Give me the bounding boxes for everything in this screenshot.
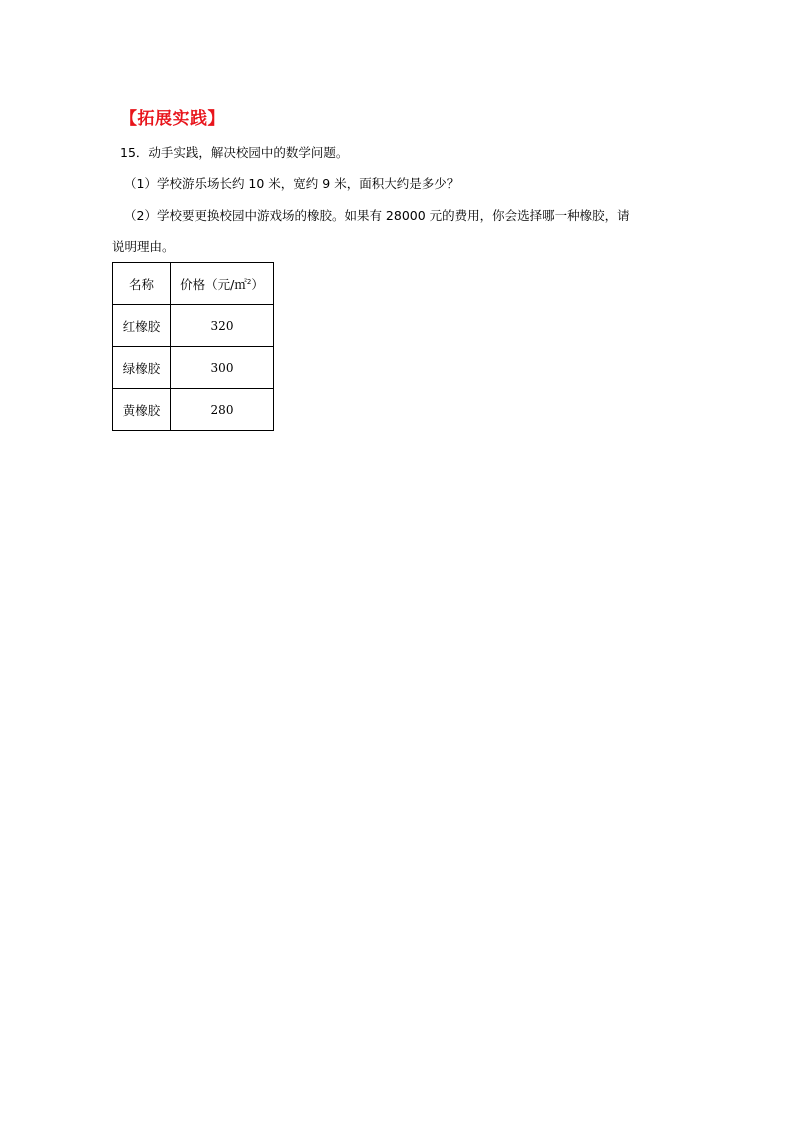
table-header-row bbox=[113, 263, 274, 305]
squared-mark: 2 bbox=[246, 277, 252, 286]
table-row bbox=[113, 347, 274, 389]
row-name-cell: 黄橡胶 bbox=[113, 389, 171, 431]
header-price-cell bbox=[171, 263, 274, 305]
sub-question-2-continued: 说明理由。 bbox=[112, 239, 175, 254]
header-name-label: 名称 bbox=[128, 276, 154, 292]
header-price-close: ） bbox=[251, 276, 264, 292]
row-name-cell: 红橡胶 bbox=[113, 305, 171, 347]
row-price-cell: 280 bbox=[171, 389, 274, 431]
question-stem: 15．动手实践，解决校园中的数学问题。 bbox=[120, 145, 349, 160]
row-price-cell: 320 bbox=[171, 305, 274, 347]
table-row bbox=[113, 389, 274, 431]
price-table bbox=[112, 262, 274, 431]
row-name-cell: 绿橡胶 bbox=[113, 347, 171, 389]
sub-question-2: （2）学校要更换校园中游戏场的橡胶。如果有 28000 元的费用，你会选择哪一种橡胶，请 bbox=[124, 208, 630, 223]
header-price-label: 价格（元/㎡ bbox=[180, 276, 247, 292]
table-row bbox=[113, 305, 274, 347]
sub-question-1: （1）学校游乐场长约 10 米，宽约 9 米，面积大约是多少？ bbox=[124, 176, 460, 191]
header-name-cell bbox=[113, 263, 171, 305]
section-title: 【拓展实践】 bbox=[120, 109, 225, 129]
row-price-cell: 300 bbox=[171, 347, 274, 389]
